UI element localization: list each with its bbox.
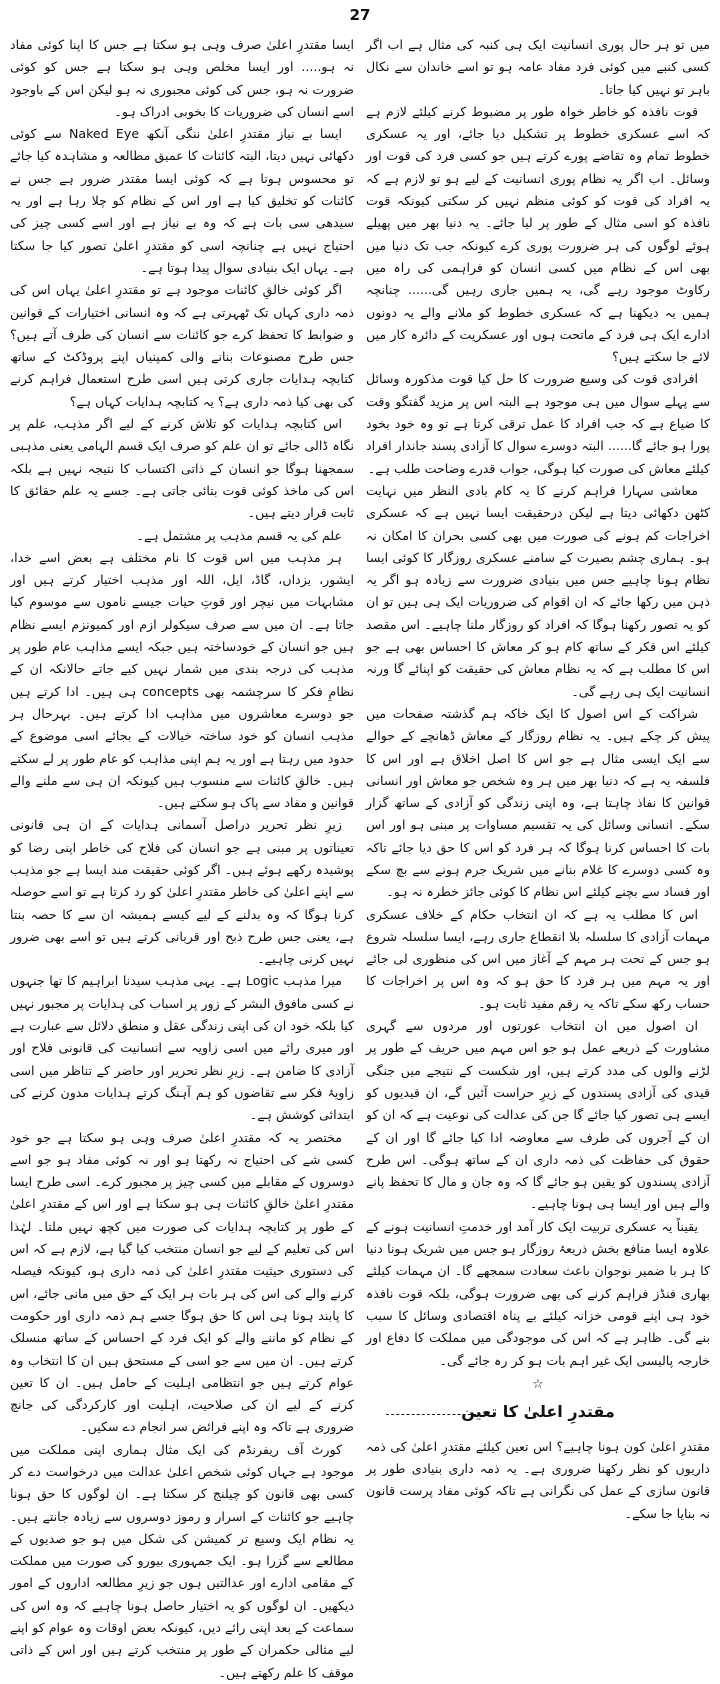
left-column — [10, 34, 360, 1680]
section-heading: مقتدرِ اعلیٰ کا تعین — [461, 1401, 615, 1421]
right-paragraph: یقیناً یہ عسکری تربیت ایک کار آمد اور خدمتِ انسانیت ہونے کے علاوہ ایسا منافع بخش ذریعۂ روزگار ہو جس میں شریک ہونا دنیا کا ہر با ضمیر نوجوان باعث سعادت سمجھے گا۔ ان مہمات کیلئے بھاری فنڈز فراہم کرنے کی بھی ضرورت ہوگی، بلکہ قوت نافذہ خود ہی اپنے قومی خزانہ کیلئے بے پناہ اقتصادی وسائل کا سبب بنے گی۔ ظاہر ہے کہ اس کی موجودگی میں مملکت کا دفاع اور خارجہ پالیسی ایک غیر اہم بات ہو کر رہ جائے گی۔ — [366, 1218, 710, 1368]
left-paragraph: اگر کوئی خالقِ کائنات موجود ہے تو مقتدرِ اعلیٰ یہاں اس کی ذمہ داری کہاں تک ٹھہرتی ہے کہ وہ انسانی اختیارات کے قوانین و ضوابط کا تحفظ کرے جو کائنات سے انسان کی طرف آتے ہیں؟ جس طرح مصنوعات بنانے والی کمپنیاں اپنے پروڈکٹ کے ساتھ کتابچہ ہدایات جاری کرتی ہیں اسی طرح استعمال فراہم کرنے کی بھی کیا ذمہ داری ہے؟ یہ کتابچہ ہدایات کہاں ہے؟ — [10, 282, 354, 409]
left-paragraph: کورٹ آف ریفرنڈم کی ایک مثال ہماری اپنی مملکت میں موجود ہے جہاں کوئی شخص اعلیٰ عدالت میں درخواست دے کر کسی بھی قانون کو چیلنج کر سکتا ہے۔ ان لوگوں کا حق ہونا چاہیے جو کائنات کے اسرار و رموز دوسروں سے زیادہ جانتے ہیں۔ یہ نظام ایک وسیع تر کمیشن کی شکل میں ہو جو صدیوں کے مطالعے سے گزرا ہو۔ ایک جمہوری بیورو کی صورت میں مملکت کے مقامی ادارے اور عدالتیں ہوں جو زیرِ مطالعہ اداروں کے امور دیکھیں۔ ان لوگوں کو یہ اختیار حاصل ہونا چاہیے کہ وہ اس کی سماعت کے بعد اپنی رائے دیں، کیونکہ بعض اوقات وہ عوام کو اپنے لیے مثالی حکمران کے طور پر منتخب کرتے ہیں اور اس کے ذاتی موقف کا علم رکھتے ہیں۔ — [10, 1441, 354, 1680]
right-paragraph: معاشی سہارا فراہم کرنے کا یہ کام بادی النظر میں نہایت کٹھن دکھائی دیتا ہے لیکن درحقیقت ایسا نہیں ہے کہ عسکری اخراجات کم ہونے کی صورت میں بھی کسی بحران کا امکان نہ ہو۔ ہماری چشم بصیرت کے سامنے عسکری روزگار کا کوئی ایسا نظام ہونا چاہیے جس میں بنیادی ضرورت سے زیادہ ہو اگر یہ ذہن میں رکھا جائے کہ ان اقوام کی ضروریات ایک ہی ہیں تو ان کو یہ تصور رکھنا ہوگا کہ افراد کو روزگار ملنا چاہیے۔ اس مقصد کیلئے اس فکر کے ساتھ کام ہو کر معاش کا احساس بھی ہے جو اس کا مطلب ہے کہ یہ نظام معاش کی حقیقت کو اپنائے گا ورنہ انسانیت ایک ہی رہے گی۔ — [366, 482, 710, 699]
right-paragraph: اس کا مطلب یہ ہے کہ ان انتخاب حکام کے خلاف عسکری مہمات آزادی کا سلسلہ بلا انقطاع جاری رہے، ایسا سلسلہ شروع ہو جس کے تحت ہر مہم کے آغاز میں اس کی منظوری لی جائے اور یہ مہم میں ہر فرد کا حق ہو کہ وہ اس پر اخراجات کا حساب رکھ سکے تاکہ یہ رقم مفید ثابت ہو۔ — [366, 906, 710, 1011]
page-number: 27 — [349, 6, 371, 24]
right-paragraph: ان اصول میں ان انتخاب عورتوں اور مردوں سے گہری مشاورت کے ذریعے عمل ہو جو اس مہم میں حریف کے طور پر لڑنے والوں کی مدد کرتے ہیں، اور شکست کے نتیجے میں جنگی قیدی کی آزادی پسندوں کے زیرِ حراست آئیں گے، ان قیدیوں کو ایسے ہی تصور کیا جائے گا جن کی عدالت کی نوعیت ہے کہ ان کو ان کے آجروں کی طرف سے معاوضہ ادا کیا جائے گا اور ان کے حقوق کی حفاظت کی ذمہ داری ان کے ساتھ ہوگی۔ اس طرح آزادی پسندوں کو یقین ہو جائے گا کہ وہ جان و مال کا تحفظ پانے والے ہیں اور ایسا ہی ہونا چاہیے۔ — [366, 1018, 710, 1212]
left-paragraph: ایسا بے نیاز مقتدرِ اعلیٰ ننگی آنکھ Naked Eye سے کوئی دکھائی نہیں دیتا، البتہ کائنات کا عمیق مطالعہ و مشاہدہ کیا جائے تو محسوس ہوتا ہے کہ کوئی ایسا مقتدر ضرور ہے جس نے کائنات کو تخلیق کیا ہے اور اس کے نظام کو چلا رہا ہے اور یہ سیدھی سی بات ہے کہ وہ بے نیاز ہے اور اسے کسی چیز کی احتیاج نہیں ہے چنانچہ اسی کو مقتدرِ اعلیٰ تصور کیا جا سکتا ہے۔ یہاں ایک بنیادی سوال پیدا ہوتا ہے۔ — [10, 126, 354, 275]
right-paragraph: قوت نافذہ کو خاطر خواہ طور پر مضبوط کرنے کیلئے لازم ہے کہ اسے عسکری خطوط پر تشکیل دیا جائے، اور یہ عسکری خطوط تمام وہ تقاضے پورے کرتے ہیں جو کسی فرد کی قوت اور وسائل۔ اب اگر یہ نظام پوری انسانیت کے لیے ہو تو لازم ہے کہ یہ افراد کی قوت کو کوئی منظم نہیں کر سکتی کیونکہ قوت نافذہ کو اسی مثال کے طور پر لیا جائے۔ یہ دنیا بھر میں پھیلے ہوئے لوگوں کی ہر ضرورت پوری کرے کیونکہ جب تک دنیا میں بھی اس کے نظام میں کسی انسان کو فراہمی کی راہ میں رکاوٹ موجود رہے گی، یہ ہمیں جاری رہیں گی...... چنانچہ ہمیں یہ دیکھنا ہے کہ عسکری خطوط کو ملانے والے یہ دونوں ادارے ایک ہی فرد کے ماتحت ہوں اور عسکریت کے دائرہ کار میں لائے جا سکتے ہیں؟ — [366, 103, 710, 365]
left-paragraph: زیرِ نظر تحریر دراصل آسمانی ہدایات کے ان ہی قانونی تعیناتوں پر مبنی ہے جو انسان کی فلاح کی خاطر اپنی رضا کو پوشیدہ رکھے ہوئے ہیں۔ اگر کوئی حقیقت مند ایسا ہے جو مذہب سے اپنے اعلیٰ کی خاطر مقتدرِ اعلیٰ کو رد کرتا ہے تو اسے حوصلہ کرنا ہوگا کہ وہ بدلنے کے لیے کیسے ہمیشہ ان سے کا حصہ بنتا ہے، یعنی جس طرح ذبح اور قربانی کرتے ہیں تو اسے بھی ضرور نہیں کرنی چاہیے۔ — [10, 817, 354, 967]
page-body — [10, 34, 710, 1680]
left-paragraph: مختصر یہ کہ مقتدرِ اعلیٰ صرف وہی ہو سکتا ہے جو خود کسی شے کی احتیاج نہ رکھتا ہو اور نہ کوئی مفاد ہو جو اسے دوسروں کے مقابلے میں کسی چیز پر مجبور کرے۔ اسی طرح ایسا مقتدرِ اعلیٰ خالقِ کائنات ہی ہو سکتا ہے اور اس کے مقتدرِ اعلیٰ کے طور پر کتابچہ ہدایات کی صورت میں کچھ نہیں ملتا۔ لہٰذا اس کی تعلیم کے لیے جو انسان منتخب کیا گیا ہے، لازم ہے کہ اس کی دستوری حیثیت مقتدرِ اعلیٰ کی ذمہ داری ہو، کیونکہ فیصلہ کرنے والے کی اس کی ہر بات ہر ایک کے حق میں مانی جائے، اس کا پابند ہونا ہی اس کا حق ہوگا جسے ہم ذمہ داری اور حکومت کے نظام کو ماننے والے کو ایک فرد کے احساس کے ساتھ منسلک کرتے ہیں۔ ان میں سے جو اسی کے مستحق ہیں ان کا انتخاب وہ عوام کرتے ہیں جو انتظامی اہلیت کے حامل ہیں۔ ان کا تعین کرنے کے لیے ان کی صلاحیت، اہلیت اور کارکردگی کی جانچ ضروری ہے تاکہ وہ اپنے فرائض سر انجام دے سکیں۔ — [10, 1129, 354, 1435]
section-divider — [366, 1378, 710, 1436]
right-paragraph: میں تو ہر حال پوری انسانیت ایک ہی کنبہ کی مثال ہے اب اگر کسی کنبے میں کوئی فرد مفاد عامہ ہو تو اسے خاندان سے نکال باہر تو نہیں کیا جاتا۔ — [366, 37, 710, 97]
section-paragraph: مقتدرِ اعلیٰ کون ہونا چاہیے؟ اس تعین کیلئے مقتدرِ اعلیٰ کی ذمہ داریوں کو نظر رکھنا ضروری ہے۔ یہ ذمہ داری بنیادی طور پر قانون سازی کے عمل کی نگرانی ہے تاکہ کوئی مفاد پرست قانون نہ بنایا جا سکے۔ — [366, 1438, 710, 1521]
star-icon: ☆ — [532, 1376, 544, 1392]
right-paragraph: افرادی قوت کی وسیع ضرورت کا حل کیا قوت مذکورہ وسائل سے پہلے سوال میں ہی موجود ہے البتہ اس پر مزید گفتگو وقت کا ضیاع ہے کہ جب افراد کا عمل ترقی کرتا ہے تو وہ خود بخود پورا ہو جائے گا...... البتہ دوسرے سوال کا آزادی پسند جاندار افراد کیلئے معاش کی صورت کیا ہوگی، جواب قدرے وضاحت طلب ہے۔ — [366, 371, 710, 476]
right-paragraph: شراکت کے اس اصول کا ایک خاکہ ہم گذشتہ صفحات میں پیش کر چکے ہیں۔ یہ نظام روزگار کے معاش ڈھانچے کے حوالے سے ایک ایسی مثال ہے جو اس کا اصل اخلاق ہے اور اس کا فلسفہ یہ ہے کہ دنیا بھر میں ہر وہ شخص جو معاش اور انسانی قوانین کا نفاذ چاہتا ہے، وہ اپنی زندگی کو آزادی کے ساتھ گزار سکے۔ انسانی وسائل کی یہ تقسیم مساوات پر مبنی ہو اور اس بات کا احساس کرنا ہوگا کہ ہر فرد کو اس کا حق دیا جائے تاکہ وہ کسی دوسرے کا غلام بنانے میں شریک جرم ہونے سے بچ سکے اور فساد سے بچنے کیلئے اس نظام کا کوئی جائز خطرہ نہ ہو۔ — [366, 705, 710, 900]
left-paragraph: اس کتابچہ ہدایات کو تلاش کرنے کے لیے اگر مذہب، علم پر نگاہ ڈالی جائے تو ان علم کو صرف ایک قسم الہامی یعنی مذہبی سمجھنا ہوگا جو انسان کے ذاتی اکتساب کا نتیجہ نہیں ہے بلکہ اس کی ماخذ کوئی قوت بتائی جاتی ہے۔ جسے یہ علم حقائق کا ثابت قرار دیتے ہیں۔ — [10, 416, 354, 521]
left-paragraph: ایسا مقتدرِ اعلیٰ صرف وہی ہو سکتا ہے جس کا اپنا کوئی مفاد نہ ہو..... اور ایسا مخلص وہی ہو سکتا ہے جس کو کوئی ضرورت نہ ہو، جس کی کوئی مجبوری نہ ہو لیکن اس کے باوجود اسے انسان کی ضروریات کا بخوبی ادراک ہو۔ — [10, 37, 354, 119]
right-column — [360, 34, 710, 1521]
left-paragraph: ہر مذہب میں اس قوت کا نام مختلف ہے بعض اسے خدا، ایشور، یزداں، گاڈ، ایل، اللہ اور مذہب اختیار کرتے ہیں اور مشابہات میں نیچر اور قوتِ حیات جیسے ناموں سے موسوم کیا جاتا ہے۔ ان میں سے صرف سیکولر ازم اور کمیونزم ایسے نظام ہیں جو انسان کے خودساختہ ہیں جبکہ ایسے مذاہب عام طور پر مذہب کی درجہ بندی میں شمار نہیں کیے جاتے حالانکہ ان کے نظامِ فکر کا سرچشمہ بھی concepts ہی ہیں۔ ادا کرتے ہیں جو دوسرے معاشروں میں مذاہب ادا کرتے ہیں۔ بہرحال ہر مذہب انسان کو خود ساختہ خیالات کے بجائے اسی موضوع کے حدود میں رہتا ہے اور یہ ہم اپنی مذاہب کو عام طور پر لے سکتے ہیں۔ خالقِ کائنات سے منسوب ہیں کیونکہ ان ہی سے ملنے والے قوانین و مفاد سے پاک ہو سکتے ہیں۔ — [10, 549, 354, 811]
left-paragraph: میرا مذہب Logic ہے۔ یہی مذہب سیدنا ابراہیم کا تھا جنہوں نے کسی مافوق البشر کے زور پر اسباب کی ہدایات پر مجبور نہیں کیا بلکہ خود ان کی اپنی زندگی عقل و منطق دلائل سے عبارت ہے اور میری رائے میں اسی زاویہ سے انسانیت کی قانونی فلاح اور آزادی کا ضامن ہے۔ زیرِ نظر تحریر اور حاضر کے تناظر میں اسی زاویۂ فکر سے تقاضوں کو ہم آہنگ کرتے ہدایات مدون کرنے کی ابتدائی کوشش ہے۔ — [10, 973, 354, 1123]
left-paragraph: علم کی یہ قسم مذہب پر مشتمل ہے۔ — [136, 527, 342, 543]
